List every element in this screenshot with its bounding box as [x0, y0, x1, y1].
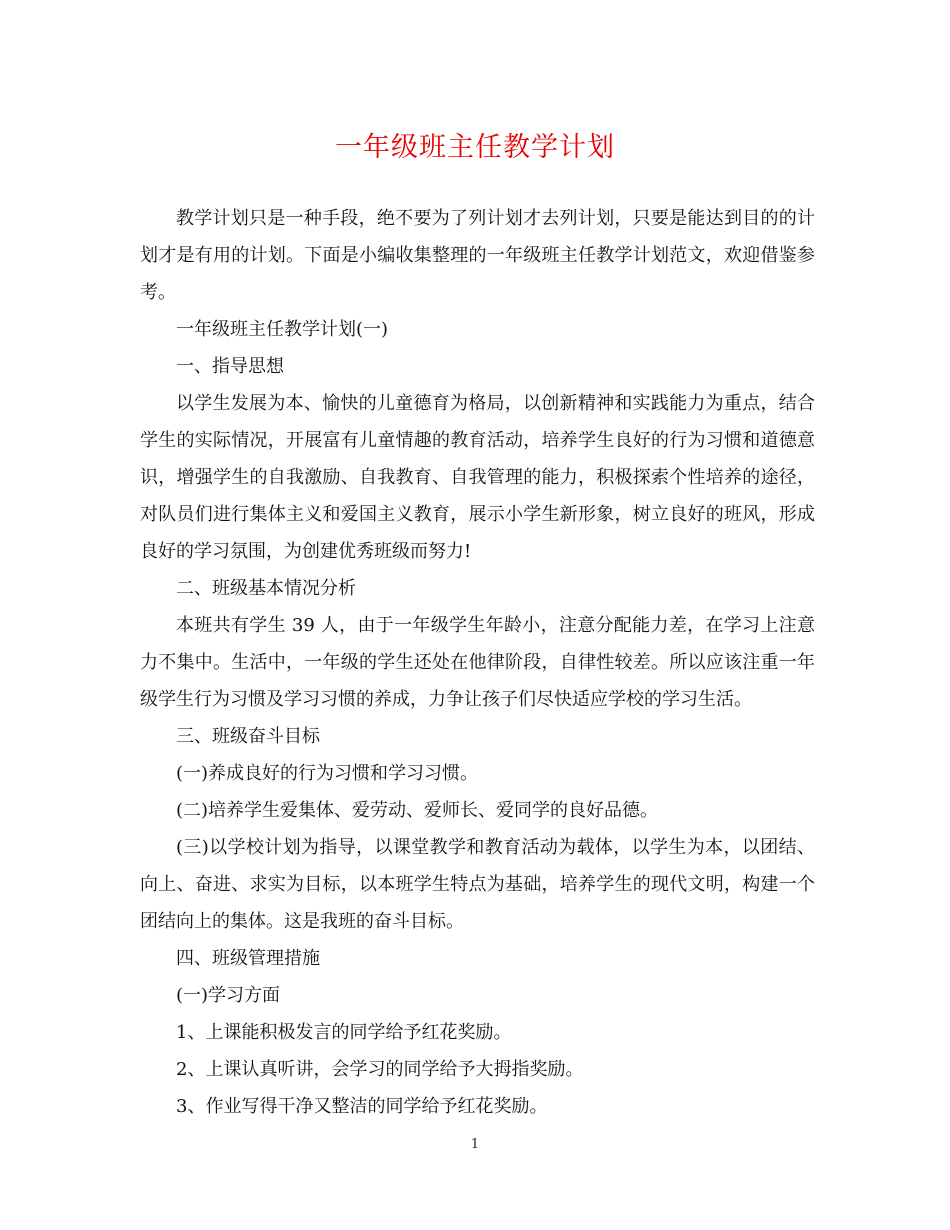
list-item-measure-one: 1、上课能积极发言的同学给予红花奖励。: [176, 1022, 512, 1043]
section-heading-class-goals: 三、班级奋斗目标: [176, 726, 320, 747]
list-item-goal-two: (二)培养学生爱集体、爱劳动、爱师长、爱同学的良好品德。: [176, 800, 659, 821]
page-number: 1: [470, 1137, 480, 1152]
paragraph-intro: 教学计划只是一种手段，绝不要为了列计划才去列计划，只要是能达到目的的计划才是有用的计划。下面是小编收集整理的一年级班主任教学计划范文，欢迎借鉴参考。: [140, 208, 815, 303]
list-item-measure-three: 3、作业写得干净又整洁的同学给予红花奖励。: [176, 1096, 548, 1117]
section-heading-guiding-ideology: 一、指导思想: [176, 356, 284, 377]
subsection-heading-study: (一)学习方面: [176, 985, 281, 1006]
document-title: 一年级班主任教学计划: [335, 132, 615, 163]
paragraph-class-analysis: 本班共有学生 39 人，由于一年级学生年龄小，注意分配能力差，在学习上注意力不集中。生活中，一年级的学生还处在他律阶段，自律性较差。所以应该注重一年级学生行为习惯及学习习惯的养成，力争让孩子们尽快适应学校的学习生活。: [140, 615, 815, 710]
list-item-goal-three: (三)以学校计划为指导，以课堂教学和教育活动为载体，以学生为本，以团结、向上、奋进、求实为目标，以本班学生特点为基础，培养学生的现代文明，构建一个团结向上的集体。这是我班的奋斗目标。: [140, 837, 815, 932]
paragraph-guiding-ideology: 以学生发展为本、愉快的儿童德育为格局，以创新精神和实践能力为重点，结合学生的实际情况，开展富有儿童情趣的教育活动，培养学生良好的行为习惯和道德意识，增强学生的自我激励、自我教育、自我管理的能力，积极探索个性培养的途径，对队员们进行集体主义和爱国主义教育，展示小学生新形象，树立良好的班风，形成良好的学习氛围，为创建优秀班级而努力!: [140, 393, 815, 562]
document-body: [140, 200, 815, 1125]
section-heading-management-measures: 四、班级管理措施: [176, 948, 320, 969]
section-heading-plan-one: 一年级班主任教学计划(一): [176, 319, 389, 340]
list-item-measure-two: 2、上课认真听讲，会学习的同学给予大拇指奖励。: [176, 1059, 584, 1080]
list-item-goal-one: (一)养成良好的行为习惯和学习习惯。: [176, 763, 479, 784]
section-heading-class-analysis: 二、班级基本情况分析: [176, 578, 356, 599]
